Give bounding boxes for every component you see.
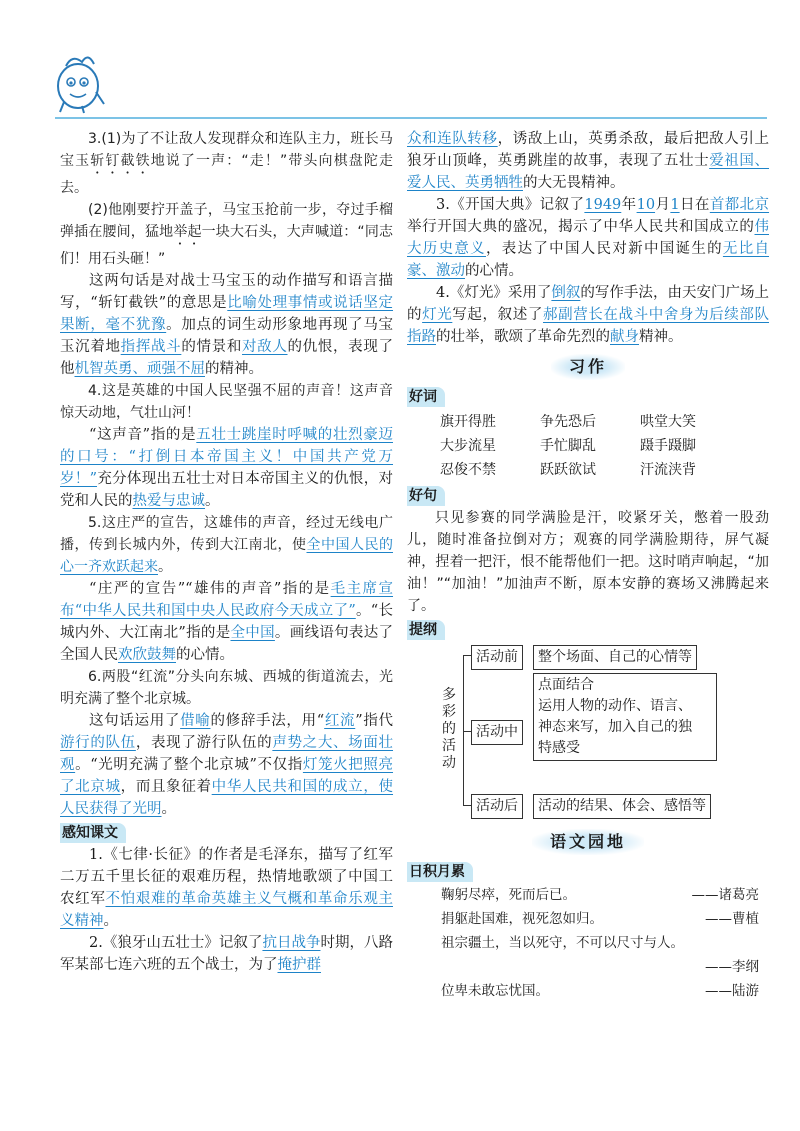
good-word: 忍俊不禁 <box>440 462 496 478</box>
banner-xizuo: 习作 <box>407 354 769 380</box>
good-word: 哄堂大笑 <box>640 414 696 430</box>
outline-after-text: 活动的结果、体会、感悟等 <box>533 794 711 819</box>
section-tigang-heading: 提纲 <box>407 620 445 640</box>
outline-diagram <box>407 645 769 823</box>
answer-5: “庄严的宣告”“雄伟的声音”指的是毛主席宣布“中华人民共和国中央人民政府今天成立了”。“长城内外、大江南北”指的是全中国。画线语句表达了全国人民欢欣鼓舞的心情。 <box>60 581 394 663</box>
good-word: 蹑手蹑脚 <box>640 438 696 454</box>
poem-line: 鞠躬尽瘁，死而后已。 ——诸葛亮 <box>441 887 759 903</box>
good-word: 争先恐后 <box>540 414 596 430</box>
good-sentence: 只见参赛的同学满脸是汗，咬紧牙关，憋着一股劲儿，随时准备拉倒对方；观赛的同学满脸期待，屏气凝神，捏着一把汗，恨不能帮他们一把。这时哨声响起，“加油！”“加油！”加油声不断，原本安静的赛场又沸腾起来了。 <box>407 510 769 614</box>
outline-before-text: 整个场面、自己的心情等 <box>533 645 697 670</box>
outline-middle-text: 点面结合 运用人物的动作、语言、 神态来写，加入自己的独 特感受 <box>533 673 717 761</box>
outline-middle-label: 活动中 <box>471 720 523 745</box>
answer-4: “这声音”指的是五壮士跳崖时呼喊的壮烈豪迈的口号：“打倒日本帝国主义！中国共产党万岁！”充分体现出五壮士对日本帝国主义的仇恨，对党和人民的热爱与忠诚。 <box>60 427 393 509</box>
poem-line: 位卑未敢忘忧国。 ——陆游 <box>441 983 759 999</box>
good-word: 旗开得胜 <box>440 414 496 430</box>
quote-4: 4.这是英雄的中国人民坚强不屈的声音！这声音惊天动地，气壮山河！ <box>60 383 393 421</box>
ganzhi-2: 2.《狼牙山五壮士》记叙了抗日战争时期，八路军某部七连六班的五个战士，为了掩护群 <box>60 935 393 973</box>
good-words-grid <box>440 411 769 481</box>
ganzhi-3: 3.《开国大典》记叙了1949年10月1日在首都北京举行开国大典的盛况，揭示了中华人民共和国成立的伟大历史意义，表达了中国人民对新中国诞生的无比自豪、激动的心情。 <box>407 197 770 279</box>
outline-line <box>463 731 471 732</box>
quote-5: 5.这庄严的宣告，这雄伟的声音，经过无线电广播，传到长城内外，传到大江南北，使全中国人民的心一齐欢跃起来。 <box>60 515 393 575</box>
answer-3: 这两句话是对战士马宝玉的动作描写和语言描写，“斩钉截铁”的意思是比喻处理事情或说话坚定果断，毫不犹豫。加点的词生动形象地再现了马宝玉沉着地指挥战斗的情景和对敌人的仇恨，表现了他机智英勇、顽强不屈的精神。 <box>60 273 394 377</box>
good-word: 手忙脚乱 <box>540 438 596 454</box>
ganzhi-4: 4.《灯光》采用了倒叙的写作手法，由天安门广场上的灯光写起，叙述了郝副营长在战斗中舍身为后续部队指路的壮举，歌颂了革命先烈的献身精神。 <box>407 285 770 345</box>
ganzhi-2-continued: 众和连队转移，诱敌上山，英勇杀敌，最后把敌人引上狼牙山顶峰，英勇跳崖的故事，表现了五壮士爱祖国、爱人民、英勇牺牲的大无畏精神。 <box>407 131 770 191</box>
quote-3-1: 3.(1)为了不让敌人发现群众和连队主力，班长马宝玉斩钉截铁地说了一声：“走！”带头向棋盘陀走去。 <box>60 131 393 196</box>
banner-yuwen: 语文园地 <box>407 829 769 855</box>
outline-after-label: 活动后 <box>471 794 523 819</box>
answer-6: 这句话运用了借喻的修辞手法，用“红流”指代游行的队伍，表现了游行队伍的声势之大、场面壮观。“光明充满了整个北京城”不仅指灯笼火把照亮了北京城，而且象征着中华人民共和国的成立，使人民获得了光明。 <box>60 713 394 817</box>
quote-6: 6.两股“红流”分头向东城、西城的街道流去，光明充满了整个北京城。 <box>60 669 393 707</box>
left-column <box>60 128 393 976</box>
header-rule <box>55 117 767 119</box>
quote-3-2: (2)他刚要拧开盖子，马宝玉抢前一步，夺过手榴弹插在腰间，猛地举起一块大石头，大声喊道：“同志们！用石头砸！” <box>60 202 394 267</box>
mascot-icon <box>52 52 108 114</box>
poem-line: 捐躯赴国难，视死忽如归。 ——曹植 <box>441 911 759 927</box>
good-word: 大步流星 <box>440 438 496 454</box>
outline-before-label: 活动前 <box>471 645 523 670</box>
poem-list <box>441 883 769 1003</box>
good-word: 跃跃欲试 <box>540 462 596 478</box>
section-riji-heading: 日积月累 <box>407 862 473 882</box>
outline-title: 多彩的活动 <box>442 687 456 771</box>
good-word: 汗流浃背 <box>640 462 696 478</box>
outline-bracket <box>463 655 464 805</box>
right-column <box>407 128 769 1003</box>
poem-line: ——李纲 <box>705 959 759 975</box>
outline-line <box>463 805 471 806</box>
section-ganzhi-heading: 感知课文 <box>60 823 126 843</box>
section-haoju-heading: 好句 <box>407 486 445 506</box>
ganzhi-1: 1.《七律·长征》的作者是毛泽东，描写了红军二万五千里长征的艰难历程，热情地歌颂了中国工农红军不怕艰难的革命英雄主义气概和革命乐观主义精神。 <box>60 847 393 929</box>
section-haoci-heading: 好词 <box>407 387 445 407</box>
poem-line: 祖宗疆土，当以死守，不可以尺寸与人。 <box>441 935 684 951</box>
outline-line <box>463 655 471 656</box>
